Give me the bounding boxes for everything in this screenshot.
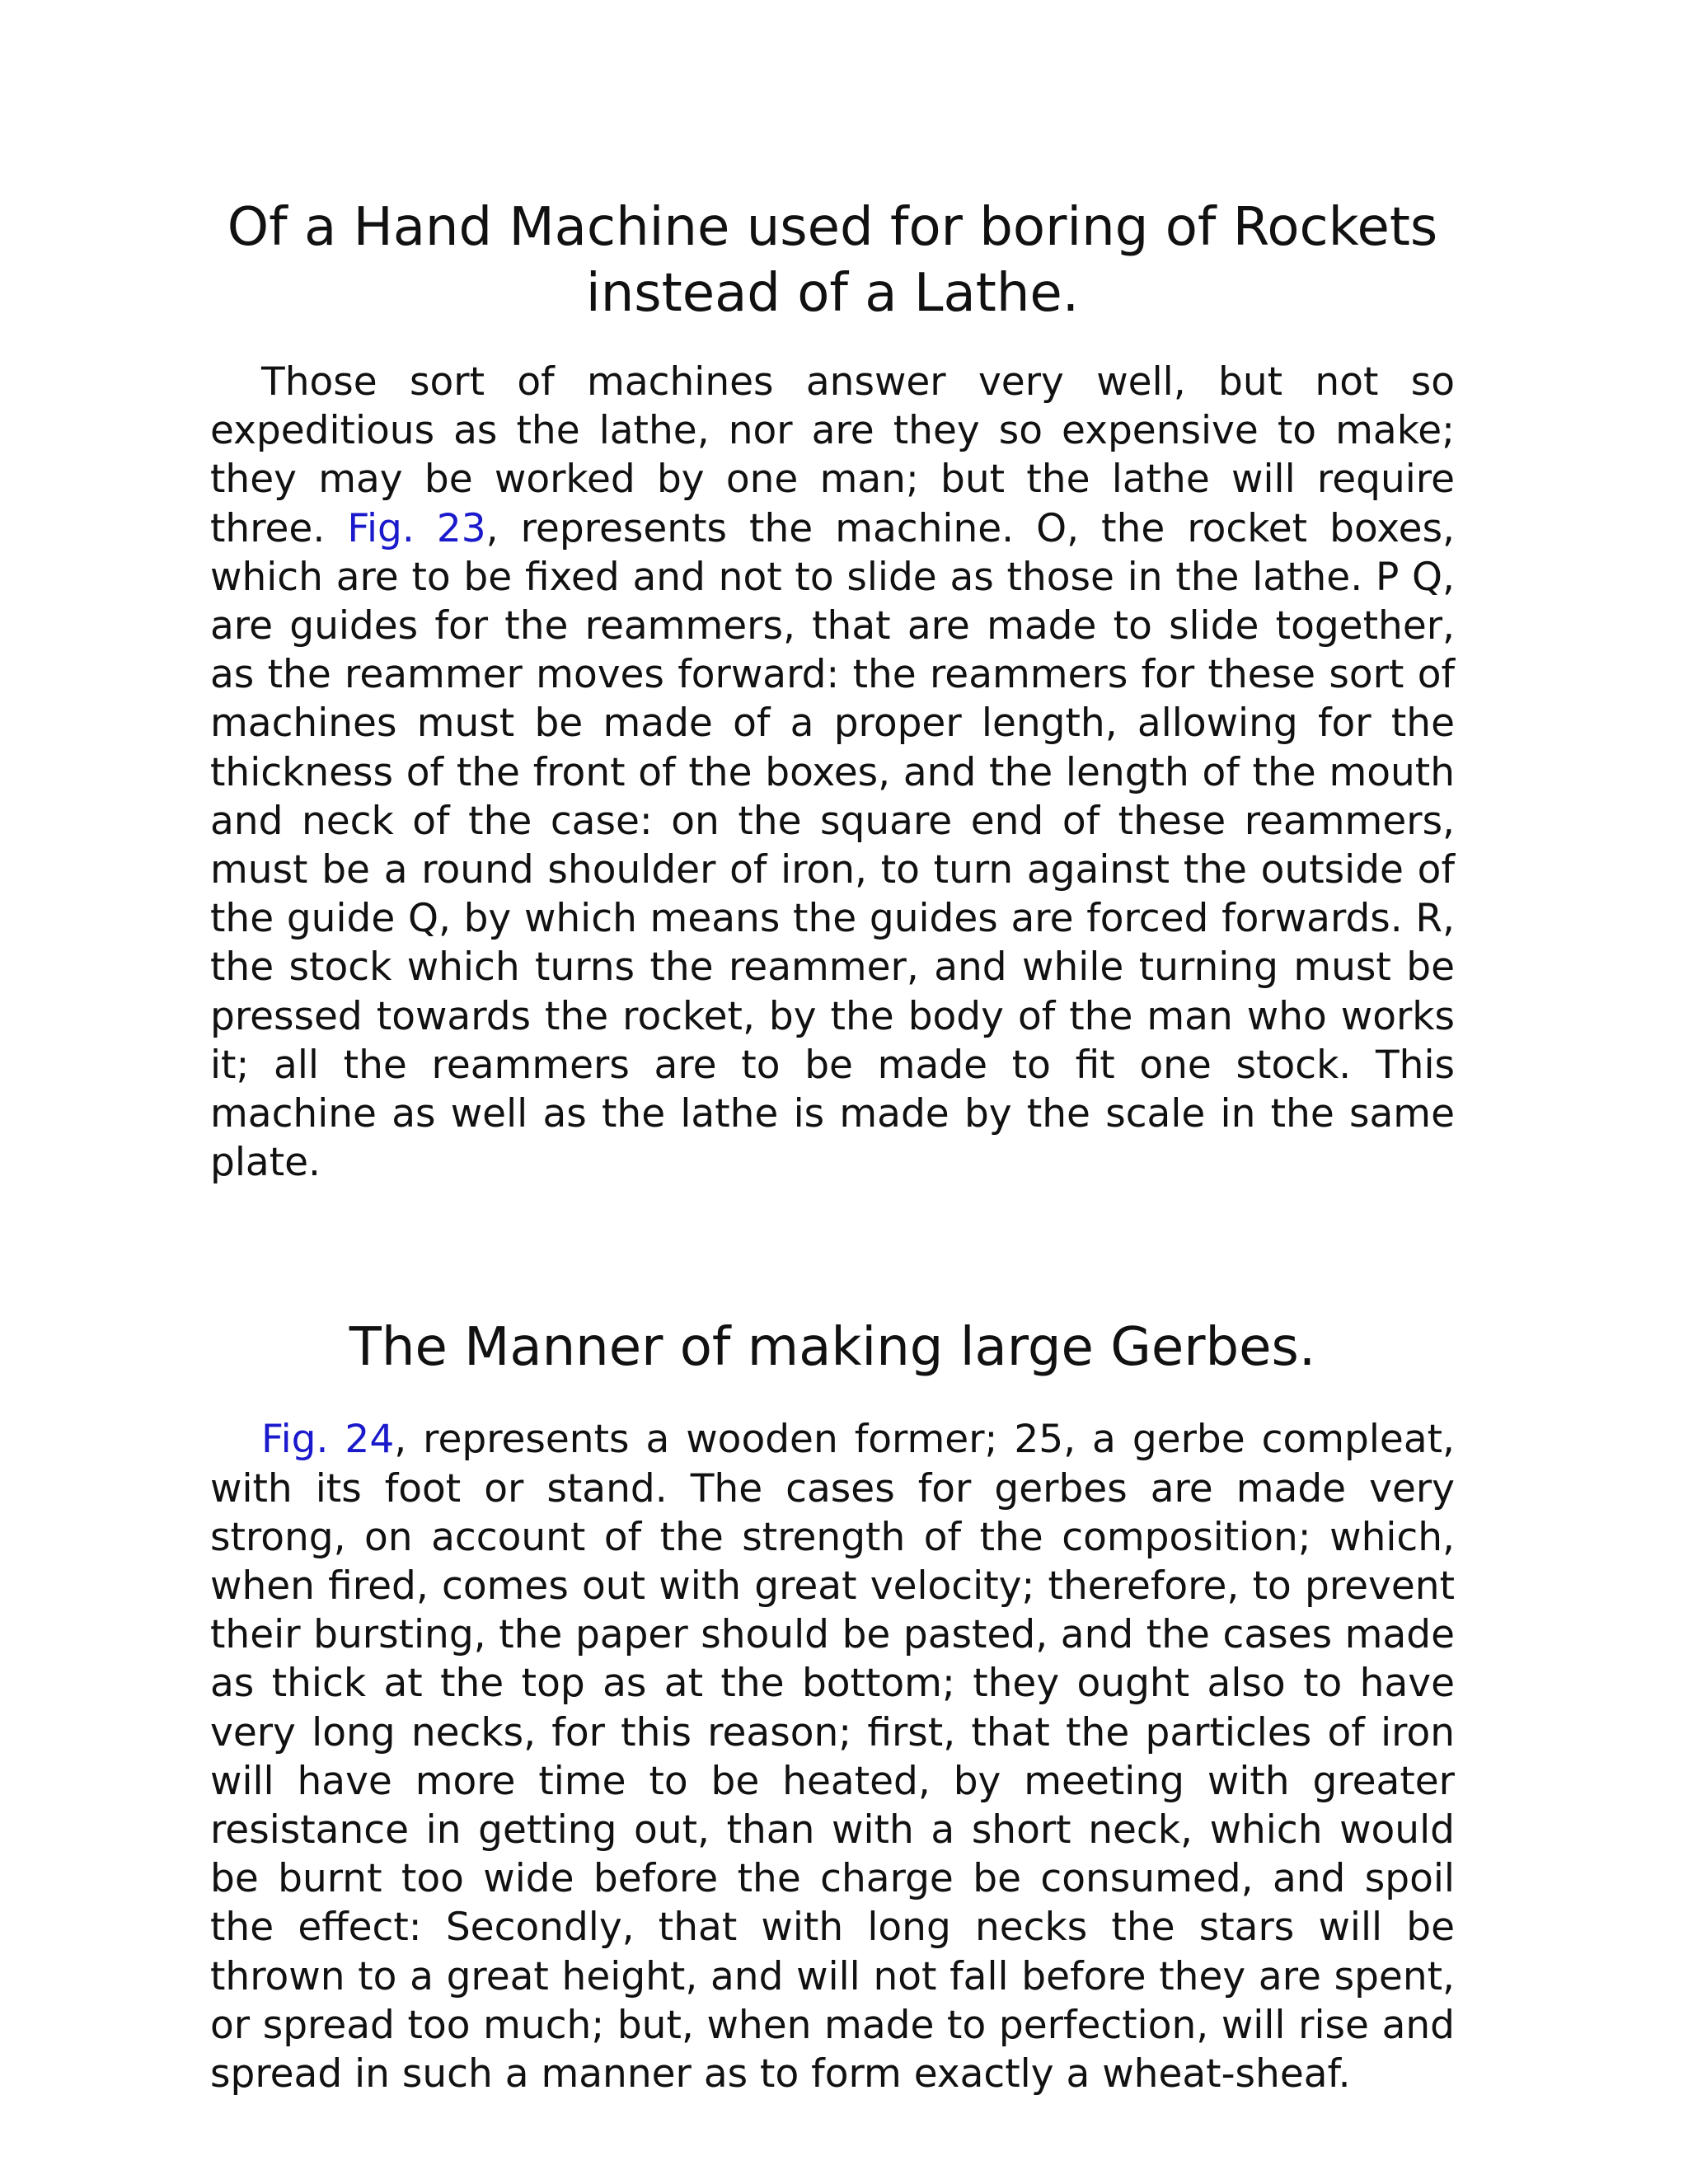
fig-23-link[interactable]: Fig. 23 <box>347 505 486 551</box>
paragraph-text: , represents a wooden former; 25, a gerbe compleat, with its foot or stand. The cases for gerbes are made very strong, on account of the strength of the composition; which, when fired, comes out with great velocity; therefore, to prevent their bursting, the paper should be pasted, and the cases made as thick at the top as at the bottom; they ought also to have very long necks, for this reason; first, that the particles of iron will have more time to be heated, by meeting with greater resistance in getting out, than with a short neck, which would be burnt too wide before the charge be consumed, and spoil the effect: Secondly, that with long necks the stars will be thrown to a great height, and will not fall before they are spent, or spread too much; but, when made to perfection, will rise and spread in such a manner as to form exactly a wheat-sheaf. <box>210 1417 1455 2097</box>
section-paragraph-hand-machine <box>210 358 1455 1187</box>
section-paragraph-gerbes <box>210 1415 1455 2098</box>
section-heading-gerbes: The Manner of making large Gerbes. <box>349 1317 1316 1379</box>
paragraph-text: Those sort of machines answer very well, but not so expeditious as the lathe, nor are they so expensive to make; they may be worked by one man; but the lathe will require three. <box>210 359 1455 551</box>
paragraph-text: , represents the machine. O, the rocket boxes, which are to be fixed and not to slide as those in the lathe. P Q, are guides for the reammers, that are made to slide together, as the reammer moves forward: the reammers for these sort of machines must be made of a proper length, allowing for the thickness of the front of the boxes, and the length of the mouth and neck of the case: on the square end of these reammers, must be a round shoulder of iron, to turn against the outside of the guide Q, by which means the guides are forced forwards. R, the stock which turns the reammer, and while turning must be pressed towards the rocket, by the body of the man who works it; all the reammers are to be made to fit one stock. This machine as well as the lathe is made by the scale in the same plate. <box>210 505 1455 1186</box>
fig-24-link[interactable]: Fig. 24 <box>261 1417 395 1463</box>
document-page <box>210 194 1455 2098</box>
section-heading-hand-machine: Of a Hand Machine used for boring of Rockets instead of a Lathe. <box>227 197 1438 324</box>
